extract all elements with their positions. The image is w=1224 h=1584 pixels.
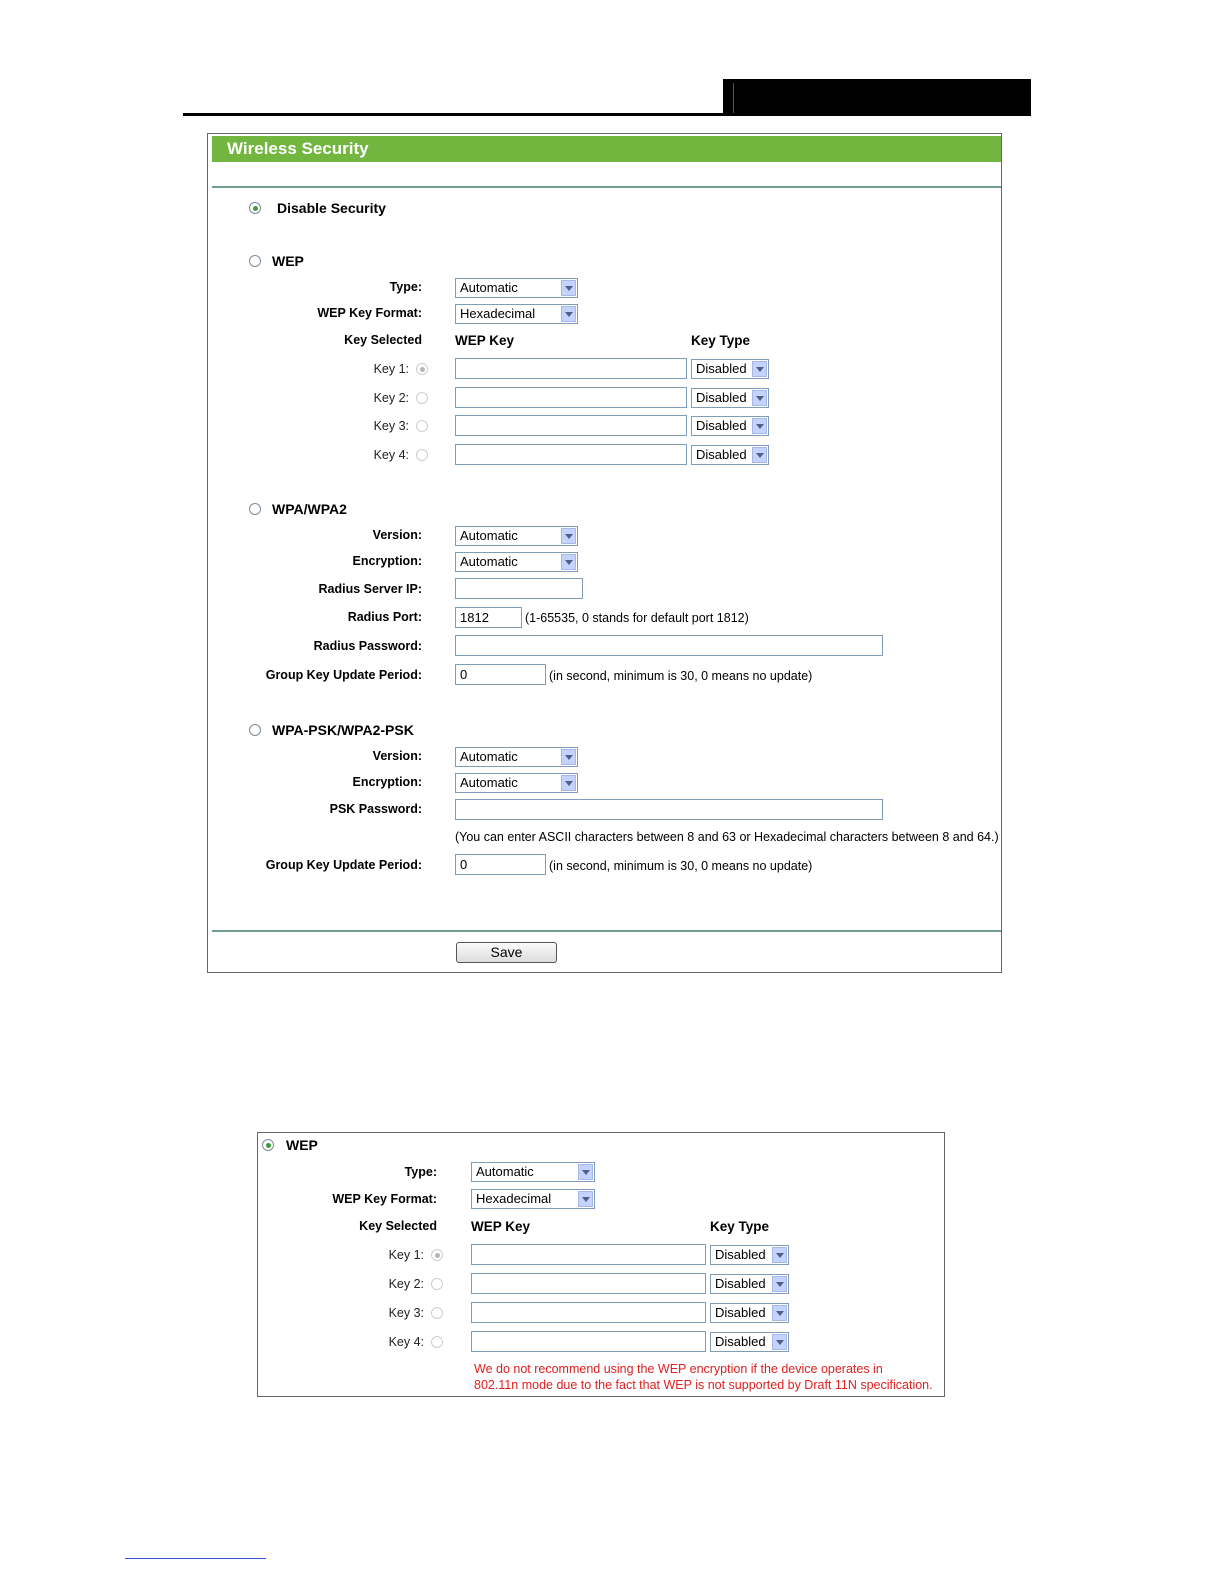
wpa-group-key-note: (in second, minimum is 30, 0 means no update) bbox=[549, 669, 813, 683]
wpa-radio[interactable] bbox=[249, 503, 261, 515]
wep-format-select[interactable] bbox=[455, 304, 578, 324]
radius-password-input[interactable] bbox=[455, 635, 883, 656]
wep-detail-key-1-type-value: Disabled bbox=[715, 1247, 766, 1262]
key-4-type-value: Disabled bbox=[696, 447, 747, 462]
key-1-radio[interactable] bbox=[416, 363, 428, 375]
psk-encryption-label: Encryption: bbox=[352, 775, 422, 789]
wep-detail-key-2-radio[interactable] bbox=[431, 1278, 443, 1290]
psk-group-key-label: Group Key Update Period: bbox=[265, 858, 422, 872]
wep-detail-key-1-label: Key 1: bbox=[388, 1248, 424, 1262]
chevron-down-icon bbox=[561, 528, 576, 544]
key-3-label: Key 3: bbox=[373, 419, 409, 433]
wep-detail-format-label: WEP Key Format: bbox=[332, 1192, 437, 1206]
key-3-radio[interactable] bbox=[416, 420, 428, 432]
chevron-down-icon bbox=[772, 1305, 787, 1321]
wep-detail-key-1-type-select[interactable] bbox=[710, 1245, 789, 1265]
psk-version-select[interactable] bbox=[455, 747, 578, 767]
wep-radio[interactable] bbox=[249, 255, 261, 267]
key-4-input[interactable] bbox=[455, 444, 687, 465]
radius-ip-label: Radius Server IP: bbox=[318, 582, 422, 596]
key-2-label: Key 2: bbox=[373, 391, 409, 405]
chevron-down-icon bbox=[752, 361, 767, 377]
wep-type-select[interactable] bbox=[455, 278, 578, 298]
key-2-type-value: Disabled bbox=[696, 390, 747, 405]
key-4-type-select[interactable] bbox=[691, 445, 769, 465]
wep-detail-key-4-radio[interactable] bbox=[431, 1336, 443, 1348]
wep-detail-wep-key-header: WEP Key bbox=[471, 1219, 531, 1234]
wpa-version-label: Version: bbox=[372, 528, 422, 542]
wep-detail-key-3-type-value: Disabled bbox=[715, 1305, 766, 1320]
chevron-down-icon bbox=[752, 390, 767, 406]
wpa-label: WPA/WPA2 bbox=[272, 501, 347, 517]
radius-password-label: Radius Password: bbox=[313, 639, 422, 653]
wep-detail-key-type-header: Key Type bbox=[710, 1219, 770, 1234]
psk-version-value: Automatic bbox=[460, 749, 518, 764]
psk-radio[interactable] bbox=[249, 724, 261, 736]
wpa-version-select[interactable] bbox=[455, 526, 578, 546]
save-button[interactable]: Save bbox=[456, 942, 557, 963]
wep-detail-key-3-label: Key 3: bbox=[388, 1306, 424, 1320]
chevron-down-icon bbox=[772, 1334, 787, 1350]
wep-detail-type-select[interactable] bbox=[471, 1162, 595, 1182]
chevron-down-icon bbox=[561, 775, 576, 791]
wep-detail-format-select[interactable] bbox=[471, 1189, 595, 1209]
wpa-encryption-value: Automatic bbox=[460, 554, 518, 569]
psk-password-input[interactable] bbox=[455, 799, 883, 820]
wep-detail-label: WEP bbox=[286, 1137, 318, 1153]
key-4-label: Key 4: bbox=[373, 448, 409, 462]
bottom-divider bbox=[212, 930, 1001, 932]
psk-group-key-input[interactable]: 0 bbox=[455, 854, 546, 875]
wep-detail-key-4-type-value: Disabled bbox=[715, 1334, 766, 1349]
psk-version-label: Version: bbox=[372, 749, 422, 763]
wep-detail-key-4-type-select[interactable] bbox=[710, 1332, 789, 1352]
disable-security-label: Disable Security bbox=[277, 200, 386, 216]
key-selected-header: Key Selected bbox=[344, 333, 422, 347]
header-black-box-inner bbox=[733, 83, 1028, 113]
chevron-down-icon bbox=[561, 306, 576, 322]
wep-detail-key-4-label: Key 4: bbox=[388, 1335, 424, 1349]
psk-label: WPA-PSK/WPA2-PSK bbox=[272, 722, 414, 738]
wpa-group-key-input[interactable]: 0 bbox=[455, 664, 546, 685]
key-1-label: Key 1: bbox=[373, 362, 409, 376]
chevron-down-icon bbox=[752, 418, 767, 434]
wpa-group-key-label: Group Key Update Period: bbox=[265, 668, 422, 682]
chevron-down-icon bbox=[752, 447, 767, 463]
wep-detail-panel bbox=[257, 1132, 945, 1397]
key-3-type-select[interactable] bbox=[691, 416, 769, 436]
key-1-input[interactable] bbox=[455, 358, 687, 379]
wep-detail-key-2-label: Key 2: bbox=[388, 1277, 424, 1291]
wep-detail-key-4-input[interactable] bbox=[471, 1331, 706, 1352]
wep-warning-line-2: 802.11n mode due to the fact that WEP is not supported by Draft 11N specification. bbox=[474, 1378, 933, 1392]
wep-detail-key-1-input[interactable] bbox=[471, 1244, 706, 1265]
radius-port-note: (1-65535, 0 stands for default port 1812) bbox=[525, 611, 749, 625]
psk-password-note: (You can enter ASCII characters between 8 and 63 or Hexadecimal characters between 8 and 64.) bbox=[455, 830, 999, 844]
footer-link-underline bbox=[125, 1558, 266, 1559]
wep-format-label: WEP Key Format: bbox=[317, 306, 422, 320]
chevron-down-icon bbox=[561, 749, 576, 765]
wep-label: WEP bbox=[272, 253, 304, 269]
key-2-input[interactable] bbox=[455, 387, 687, 408]
psk-group-key-note: (in second, minimum is 30, 0 means no update) bbox=[549, 859, 813, 873]
panel-title: Wireless Security bbox=[212, 136, 1001, 162]
wep-detail-format-value: Hexadecimal bbox=[476, 1191, 552, 1206]
key-type-header: Key Type bbox=[691, 333, 751, 348]
key-3-type-value: Disabled bbox=[696, 418, 747, 433]
key-2-radio[interactable] bbox=[416, 392, 428, 404]
wep-detail-key-3-type-select[interactable] bbox=[710, 1303, 789, 1323]
wep-detail-type-label: Type: bbox=[404, 1165, 437, 1179]
top-divider bbox=[212, 186, 1001, 188]
wep-detail-key-2-input[interactable] bbox=[471, 1273, 706, 1294]
wep-format-value: Hexadecimal bbox=[460, 306, 536, 321]
wpa-version-value: Automatic bbox=[460, 528, 518, 543]
wep-detail-key-selected-header: Key Selected bbox=[359, 1219, 437, 1233]
wep-detail-type-value: Automatic bbox=[476, 1164, 534, 1179]
wireless-security-panel bbox=[207, 133, 1002, 973]
wep-type-value: Automatic bbox=[460, 280, 518, 295]
wpa-encryption-label: Encryption: bbox=[352, 554, 422, 568]
chevron-down-icon bbox=[772, 1276, 787, 1292]
key-4-radio[interactable] bbox=[416, 449, 428, 461]
key-2-type-select[interactable] bbox=[691, 388, 769, 408]
wep-type-label: Type: bbox=[389, 280, 422, 294]
chevron-down-icon bbox=[772, 1247, 787, 1263]
wep-warning-line-1: We do not recommend using the WEP encryption if the device operates in bbox=[474, 1362, 883, 1376]
chevron-down-icon bbox=[561, 554, 576, 570]
wep-detail-key-2-type-value: Disabled bbox=[715, 1276, 766, 1291]
wep-detail-key-2-type-select[interactable] bbox=[710, 1274, 789, 1294]
key-1-type-select[interactable] bbox=[691, 359, 769, 379]
key-3-input[interactable] bbox=[455, 415, 687, 436]
wep-detail-key-3-radio[interactable] bbox=[431, 1307, 443, 1319]
wep-detail-radio[interactable] bbox=[262, 1139, 274, 1151]
chevron-down-icon bbox=[578, 1191, 593, 1207]
psk-encryption-value: Automatic bbox=[460, 775, 518, 790]
radius-ip-input[interactable] bbox=[455, 578, 583, 599]
wep-key-header: WEP Key bbox=[455, 333, 515, 348]
wep-detail-key-3-input[interactable] bbox=[471, 1302, 706, 1323]
wep-detail-key-1-radio[interactable] bbox=[431, 1249, 443, 1261]
chevron-down-icon bbox=[578, 1164, 593, 1180]
psk-encryption-select[interactable] bbox=[455, 773, 578, 793]
radius-port-label: Radius Port: bbox=[347, 610, 422, 624]
wpa-encryption-select[interactable] bbox=[455, 552, 578, 572]
radius-port-input[interactable]: 1812 bbox=[455, 607, 522, 628]
key-1-type-value: Disabled bbox=[696, 361, 747, 376]
chevron-down-icon bbox=[561, 280, 576, 296]
disable-security-radio[interactable] bbox=[249, 202, 261, 214]
psk-password-label: PSK Password: bbox=[329, 802, 422, 816]
